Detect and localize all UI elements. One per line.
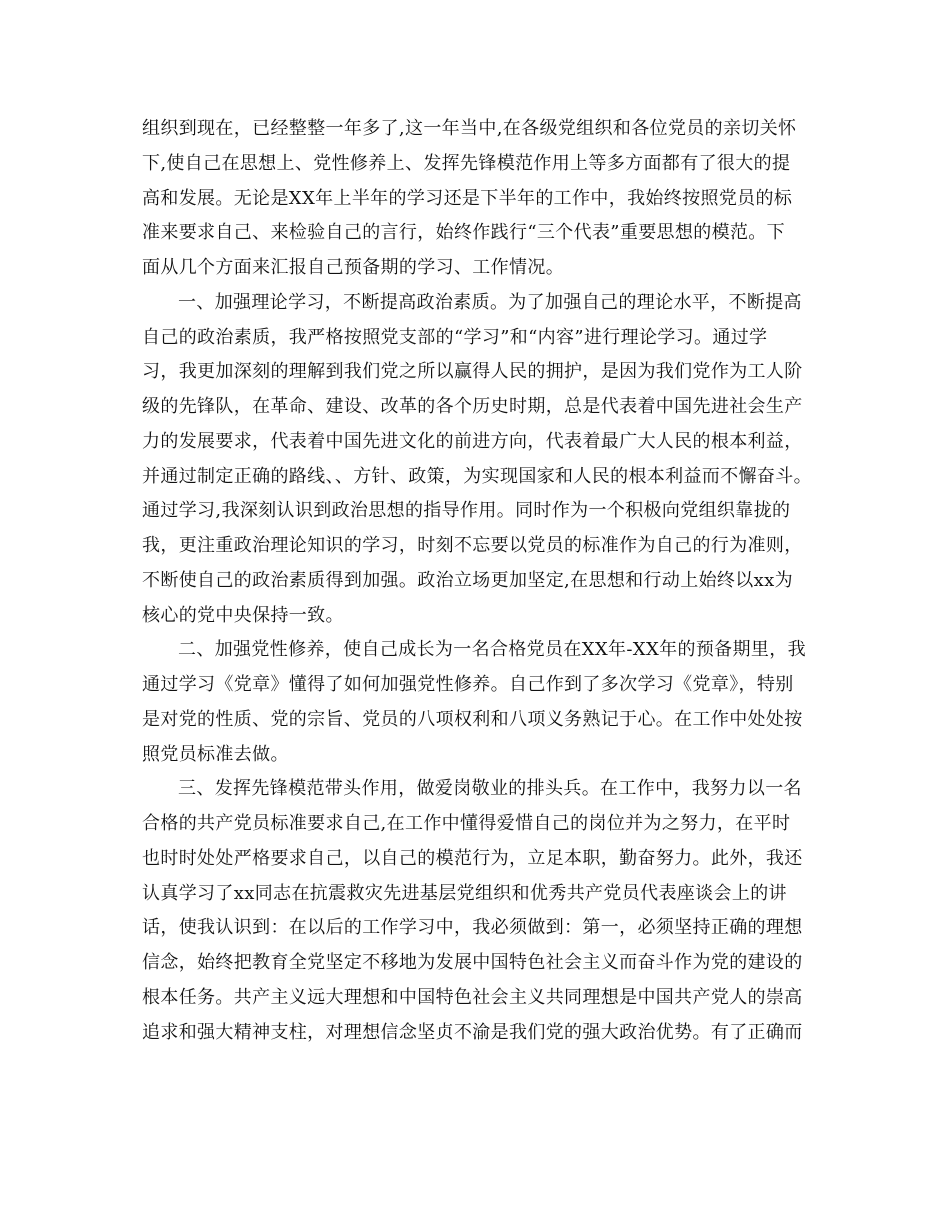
- body-text-line: 合格的共产党员标准要求自己,在工作中懂得爱惜自己的岗位并为之努力，在平时: [142, 813, 791, 834]
- body-text-line: 通过学习,我深刻认识到政治思想的指导作用。同时作为一个积极向党组织靠拢的: [142, 500, 791, 522]
- body-text-line: 并通过制定正确的路线、、方针、政策，为实现国家和人民的根本利益而不懈奋斗。: [142, 465, 812, 487]
- body-text-line: 信念，始终把教育全党坚定不移地为发展中国特色社会主义而奋斗作为党的建设的: [142, 952, 803, 973]
- body-text-line: 力的发展要求，代表着中国先进文化的前进方向，代表着最广大人民的根本利益，: [142, 430, 803, 452]
- body-text-line: 面从几个方面来汇报自己预备期的学习、工作情况。: [142, 257, 565, 278]
- body-text-line: 准来要求自己、来检验自己的言行，始终作践行“三个代表”重要思想的模范。下: [142, 222, 786, 244]
- document-body: [142, 112, 832, 1050]
- body-text-line: 下,使自己在思想上、党性修养上、发挥先锋模范作用上等多方面都有了很大的提: [142, 152, 791, 174]
- body-text-line: 一、加强理论学习，不断提高政治素质。为了加强自己的理论水平，不断提高: [178, 291, 802, 313]
- body-text-line: 高和发展。无论是XX年上半年的学习还是下半年的工作中，我始终按照党员的标: [142, 187, 793, 209]
- body-text-line: 根本任务。共产主义远大理想和中国特色社会主义共同理想是中国共产党人的崇高: [142, 986, 803, 1008]
- body-text-line: 自己的政治素质，我严格按照党支部的“学习”和“内容”进行理论学习。通过学: [142, 326, 768, 348]
- body-text-line: 二、加强党性修养，使自己成长为一名合格党员在XX年-XX年的预备期里，我: [178, 639, 806, 661]
- body-text-line: 通过学习《党章》懂得了如何加强党性修养。自己作到了多次学习《党章》，特别: [142, 674, 794, 695]
- body-text-line: 不断使自己的政治素质得到加强。政治立场更加坚定,在思想和行动上始终以xx为: [142, 569, 793, 591]
- body-text-line: 核心的党中央保持一致。: [142, 604, 344, 626]
- body-text-line: 认真学习了xx同志在抗震救灾先进基层党组织和优秀共产党员代表座谈会上的讲: [142, 882, 787, 904]
- body-text-line: 是对党的性质、党的宗旨、党员的八项权利和八项义务熟记于心。在工作中处处按: [142, 708, 803, 730]
- body-text-line: 习，我更加深刻的理解到我们党之所以赢得人民的拥护，是因为我们党作为工人阶: [142, 361, 803, 383]
- body-text-line: 级的先锋队，在革命、建设、改革的各个历史时期，总是代表着中国先进社会生产: [142, 396, 803, 417]
- body-text-line: 照党员标准去做。: [142, 743, 289, 765]
- body-text-line: 我，更注重政治理论知识的学习，时刻不忘要以党员的标准作为自己的行为准则，: [142, 535, 803, 556]
- body-text-line: 追求和强大精神支柱，对理想信念坚贞不渝是我们党的强大政治优势。有了正确而: [142, 1021, 803, 1043]
- body-text-line: 也时时处处严格要求自己，以自己的模范行为，立足本职，勤奋努力。此外，我还: [142, 847, 803, 869]
- body-text-line: 话，使我认识到：在以后的工作学习中，我必须做到：第一，必须坚持正确的理想: [142, 917, 803, 939]
- body-text-line: 三、发挥先锋模范带头作用，做爱岗敬业的排头兵。在工作中，我努力以一名: [178, 778, 802, 800]
- body-text-line: 组织到现在，已经整整一年多了,这一年当中,在各级党组织和各位党员的亲切关怀: [142, 118, 797, 139]
